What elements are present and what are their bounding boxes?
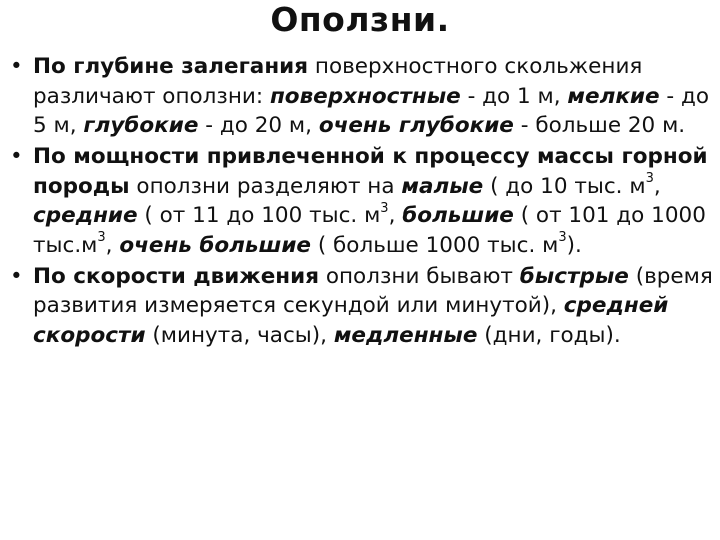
bold-italic-text: очень большие bbox=[119, 232, 311, 258]
bold-text: По скорости движения bbox=[33, 263, 320, 289]
text-segment: ( от 101 до 1000 тыс.м bbox=[33, 203, 706, 258]
bullet-marker: • bbox=[10, 144, 23, 169]
bullet-item bbox=[10, 262, 715, 351]
bold-italic-text: медленные bbox=[333, 322, 478, 348]
superscript: 3 bbox=[97, 230, 106, 246]
bullet-marker: • bbox=[10, 263, 23, 289]
text-segment: , bbox=[105, 232, 120, 258]
text-segment: ( от 11 до 100 тыс. м bbox=[137, 203, 381, 228]
superscript: 3 bbox=[380, 200, 389, 216]
text-segment: (дни, годы). bbox=[477, 322, 621, 348]
text-segment: поверхностного скольжения различают оползни: bbox=[33, 54, 643, 109]
bullet-item bbox=[10, 142, 715, 260]
bold-italic-text: большие bbox=[402, 203, 514, 228]
text-segment: (минута, часы), bbox=[145, 322, 334, 348]
bullet-marker: • bbox=[10, 54, 23, 79]
bullet-list bbox=[10, 52, 715, 352]
text-segment: ). bbox=[566, 232, 582, 258]
text-segment: (время развития измеряется секундой или минутой), bbox=[33, 263, 713, 318]
text-segment: оползни разделяют на bbox=[129, 173, 402, 199]
bullet-item bbox=[10, 52, 715, 141]
text-segment: ( до 10 тыс. м bbox=[483, 173, 646, 199]
text-segment: , bbox=[653, 173, 661, 199]
bold-italic-text: малые bbox=[401, 173, 484, 199]
text-segment: - больше 20 м. bbox=[513, 113, 686, 138]
bold-italic-text: поверхностные bbox=[269, 83, 461, 109]
text-segment: ( больше 1000 тыс. м bbox=[310, 232, 559, 258]
text-segment: - до 5 м, bbox=[33, 83, 710, 138]
bold-italic-text: мелкие bbox=[567, 83, 660, 109]
bold-italic-text: средние bbox=[33, 203, 138, 228]
text-segment: , bbox=[388, 203, 403, 228]
bold-italic-text: быстрые bbox=[519, 263, 629, 289]
superscript: 3 bbox=[558, 230, 567, 246]
bold-text: По глубине залегания bbox=[33, 54, 309, 79]
text-segment: - до 20 м, bbox=[198, 113, 319, 138]
bold-text: По мощности привлеченной к процессу массы горной породы bbox=[33, 144, 708, 199]
slide-title: Оползни. bbox=[270, 0, 450, 39]
bold-italic-text: очень глубокие bbox=[318, 113, 514, 138]
text-segment: - до 1 м, bbox=[460, 83, 568, 109]
text-segment: оползни бывают bbox=[319, 263, 520, 289]
bold-italic-text: глубокие bbox=[83, 113, 199, 138]
superscript: 3 bbox=[645, 171, 654, 187]
bold-italic-text: средней скорости bbox=[33, 293, 669, 348]
